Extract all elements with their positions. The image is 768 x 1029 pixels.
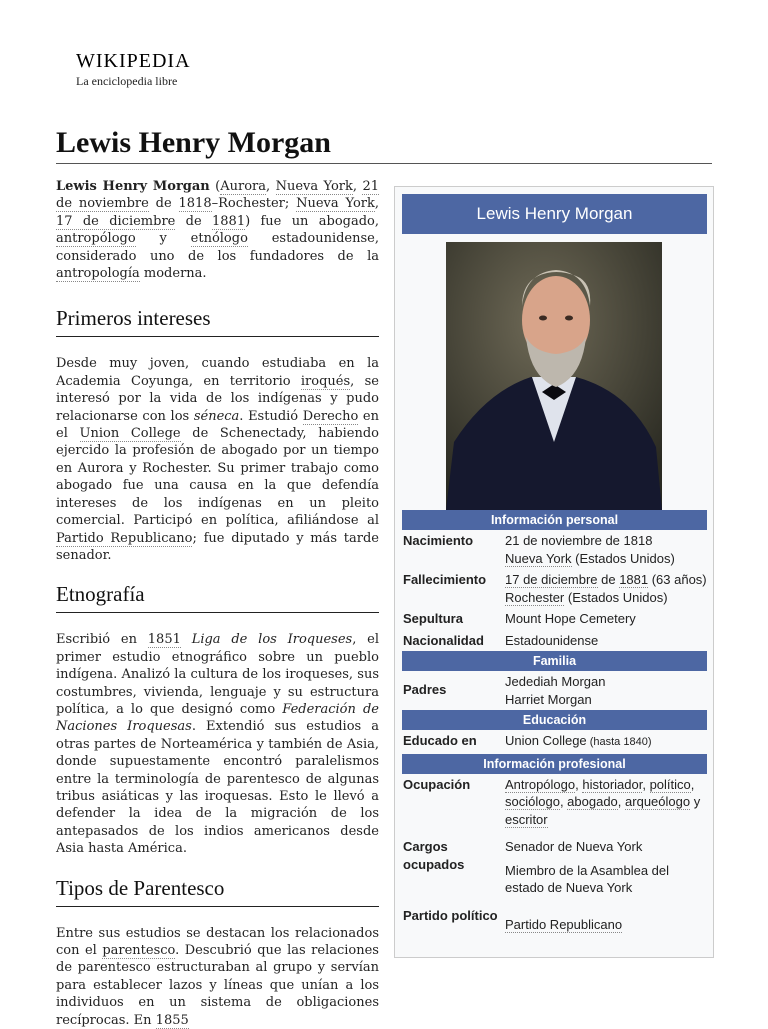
paragraph-tipos-de-parentesco: Entre sus estudios se destacan los relacionados con el parentesco. Descubrió que las relaciones de parentesco estructuraban al grupo y servían para establecer lazos y líneas que unían a los individuos en un sistema de obligaciones recíprocas. En 1855	[56, 925, 379, 1028]
table-informacion-personal	[402, 530, 707, 651]
heading-tipos-de-parentesco: Tipos de Parentesco	[56, 876, 379, 907]
table-educacion	[402, 730, 707, 754]
table-familia	[402, 671, 707, 710]
row-partido-politico	[402, 899, 707, 936]
value-partido-politico	[505, 899, 707, 936]
lead-paragraph: Lewis Henry Morgan (Aurora, Nueva York, 21 de noviembre de 1818–Rochester; Nueva York, 17 de diciembre de 1881) fue un abogado, antropólogo y etnólogo estadounidense, considerado uno de los fundadores de la antropología moderna.	[56, 179, 380, 282]
link-nacimiento-lugar[interactable]: Nueva York	[505, 550, 572, 566]
link-historiador[interactable]: historiador	[582, 776, 643, 792]
heading-etnografia: Etnografía	[56, 582, 379, 613]
value-ocupacion: Antropólogo, historiador, político, sociólogo, abogado, arqueólogo y escritor	[505, 776, 701, 827]
row-ocupacion	[402, 774, 707, 831]
link-1818[interactable]: 1818	[178, 196, 212, 212]
article-body	[56, 178, 379, 1029]
value-padres: Jedediah Morgan Harriet Morgan	[505, 674, 606, 707]
row-sepultura	[402, 608, 707, 630]
label-fallecimiento: Fallecimiento	[403, 572, 487, 587]
infobox	[394, 186, 714, 958]
row-padres	[402, 671, 707, 710]
row-nacionalidad	[402, 630, 707, 652]
value-nacimiento: 21 de noviembre de 1818 Nueva York (Estados Unidos)	[505, 533, 675, 566]
link-death-date[interactable]: 17 de diciembre	[56, 213, 176, 229]
section-informacion-personal: Información personal	[402, 510, 707, 530]
link-nueva-york-2[interactable]: Nueva York	[296, 196, 375, 212]
link-nueva-york[interactable]: Nueva York	[275, 179, 353, 194]
link-abogado[interactable]: abogado	[567, 794, 618, 809]
label-sepultura: Sepultura	[403, 611, 463, 626]
link-partido-republicano[interactable]: Partido Republicano	[56, 530, 193, 546]
label-educado-en: Educado en	[403, 733, 477, 748]
section-educacion: Educación	[402, 710, 707, 730]
link-parentesco[interactable]: parentesco	[102, 943, 176, 958]
value-cargos-ocupados: Senador de Nueva York Miembro de la Asamblea del estado de Nueva York	[505, 839, 670, 895]
link-escritor[interactable]: escritor	[505, 811, 548, 827]
link-derecho[interactable]: Derecho	[302, 408, 359, 424]
portrait-image[interactable]	[446, 242, 662, 510]
link-iroques[interactable]: iroqués	[300, 373, 351, 389]
paragraph-primeros-intereses: Desde muy joven, cuando estudiaba en la Academia Coyunga, en territorio iroqués, se interesó por la vida de los indígenas y pudo relacionarse con los séneca. Estudió Derecho en el Union College de Schenectady, habiendo ejercido la profesión de abogado por un tiempo en Aurora y Rochester. Su primer trabajo como abogado fue una causa en la que defendía intereses de los indígenas en un pleito comercial. Participó en política, afiliándose al Partido Republicano; fue diputado y más tarde senador.	[56, 356, 380, 563]
infobox-title: Lewis Henry Morgan	[402, 194, 707, 234]
section-familia: Familia	[402, 651, 707, 671]
value-sepultura: Mount Hope Cemetery	[505, 611, 636, 626]
link-antropologo-ib[interactable]: Antropólogo	[505, 776, 576, 792]
value-nacionalidad: Estadounidense	[505, 632, 599, 648]
link-union-college[interactable]: Union College	[79, 426, 181, 442]
link-1855[interactable]: 1855	[155, 1012, 189, 1028]
link-fallecimiento-fecha[interactable]: 17 de diciembre	[505, 572, 598, 587]
label-cargos-ocupados: Cargos ocupados	[403, 839, 465, 872]
link-aurora[interactable]: Aurora	[220, 179, 267, 194]
table-informacion-profesional	[402, 774, 707, 936]
label-nacimiento: Nacimiento	[403, 533, 474, 548]
article-title: Lewis Henry Morgan	[56, 125, 712, 164]
link-politico[interactable]: político	[649, 776, 691, 792]
link-fallecimiento-lugar[interactable]: Rochester	[505, 589, 565, 605]
label-ocupacion: Ocupación	[403, 776, 471, 792]
link-sociologo[interactable]: sociólogo	[505, 794, 560, 809]
label-partido-politico: Partido político	[403, 907, 498, 923]
link-birth-date[interactable]: 21 de noviembre	[56, 179, 379, 212]
link-antropologia[interactable]: antropología	[56, 266, 140, 282]
row-fallecimiento	[402, 569, 707, 608]
value-educado-en: Union College (hasta 1840)	[505, 733, 652, 748]
link-partido-republicano-ib[interactable]: Partido Republicano	[505, 916, 623, 932]
label-padres: Padres	[403, 682, 447, 697]
section-informacion-profesional: Información profesional	[402, 754, 707, 774]
wikipedia-tagline: La enciclopedia libre	[76, 74, 178, 88]
label-nacionalidad: Nacionalidad	[403, 632, 484, 648]
row-nacimiento	[402, 530, 707, 569]
link-antropologo[interactable]: antropólogo	[56, 231, 136, 247]
row-cargos-ocupados	[402, 830, 707, 899]
link-arqueologo[interactable]: arqueólogo	[625, 794, 691, 809]
link-1881[interactable]: 1881	[212, 213, 246, 229]
value-fallecimiento: 17 de diciembre de 1881 (63 años) Rochester (Estados Unidos)	[505, 572, 707, 605]
row-educado-en	[402, 730, 707, 754]
heading-primeros-intereses: Primeros intereses	[56, 306, 379, 337]
link-fallecimiento-anio[interactable]: 1881	[619, 572, 649, 587]
portrait-painting	[446, 242, 662, 510]
paragraph-etnografia: Escribió en 1851 Liga de los Iroqueses, el primer estudio etnográfico sobre un pueblo indígena. Analizó la cultura de los iroqueses, sus costumbres, vivienda, lenguaje y su estructura política, a lo que designó como Federación de Naciones Iroquesas. Extendió sus estudios a otras partes de Norteamérica y también de Asia, donde supuestamente encontró paralelismos entre la terminología de parentesco de algunas tribus asiáticas y las iroquesas. Esto le llevó a defender la idea de la migración de los antepasados de los indios americanos desde Asia hasta América.	[56, 632, 380, 857]
link-1851[interactable]: 1851	[147, 632, 181, 648]
link-etnologo[interactable]: etnólogo	[190, 231, 248, 247]
wikipedia-logo[interactable]	[76, 50, 191, 89]
wikipedia-wordmark: WIKIPEDIA	[76, 50, 191, 72]
